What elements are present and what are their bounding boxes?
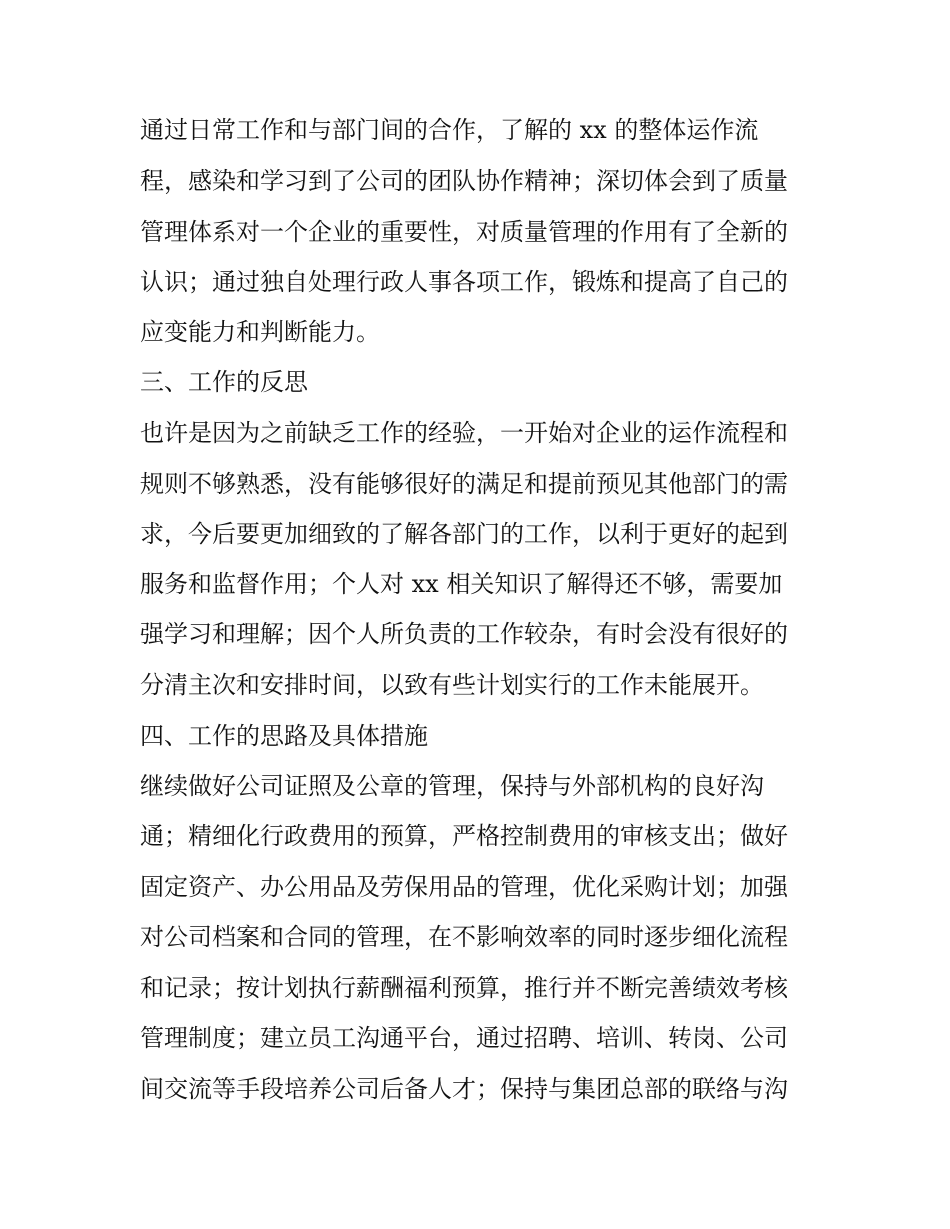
- paragraph-line: 管理制度；建立员工沟通平台，通过招聘、培训、转岗、公司: [140, 1024, 788, 1052]
- paragraph-line: 通过日常工作和与部门间的合作，了解的 xx 的整体运作流: [140, 116, 759, 144]
- paragraph-line: 固定资产、办公用品及劳保用品的管理，优化采购计划；加强: [140, 873, 788, 901]
- paragraph-line: 求，今后要更加细致的了解各部门的工作，以利于更好的起到: [140, 520, 788, 548]
- paragraph-line: 通；精细化行政费用的预算，严格控制费用的审核支出；做好: [140, 822, 788, 850]
- paragraph-line: 强学习和理解；因个人所负责的工作较杂，有时会没有很好的: [140, 620, 788, 648]
- paragraph-line: 规则不够熟悉，没有能够很好的满足和提前预见其他部门的需: [140, 470, 788, 498]
- paragraph-line: 应变能力和判断能力。: [140, 318, 380, 346]
- paragraph-line: 分清主次和安排时间，以致有些计划实行的工作未能展开。: [140, 671, 764, 699]
- paragraph-line: 也许是因为之前缺乏工作的经验，一开始对企业的运作流程和: [140, 419, 788, 447]
- paragraph-line: 管理体系对一个企业的重要性，对质量管理的作用有了全新的: [140, 218, 788, 246]
- section-heading: 三、工作的反思: [140, 368, 308, 396]
- paragraph-line: 服务和监督作用；个人对 xx 相关知识了解得还不够，需要加: [140, 570, 783, 598]
- paragraph-line: 程，感染和学习到了公司的团队协作精神；深切体会到了质量: [140, 167, 788, 195]
- paragraph-line: 继续做好公司证照及公章的管理，保持与外部机构的良好沟: [140, 772, 764, 800]
- paragraph-line: 和记录；按计划执行薪酬福利预算，推行并不断完善绩效考核: [140, 974, 788, 1002]
- paragraph-line: 对公司档案和合同的管理，在不影响效率的同时逐步细化流程: [140, 923, 788, 951]
- paragraph-line: 间交流等手段培养公司后备人才；保持与集团总部的联络与沟: [140, 1075, 788, 1103]
- section-heading: 四、工作的思路及具体措施: [140, 722, 428, 750]
- paragraph-line: 认识；通过独自处理行政人事各项工作，锻炼和提高了自己的: [140, 268, 788, 296]
